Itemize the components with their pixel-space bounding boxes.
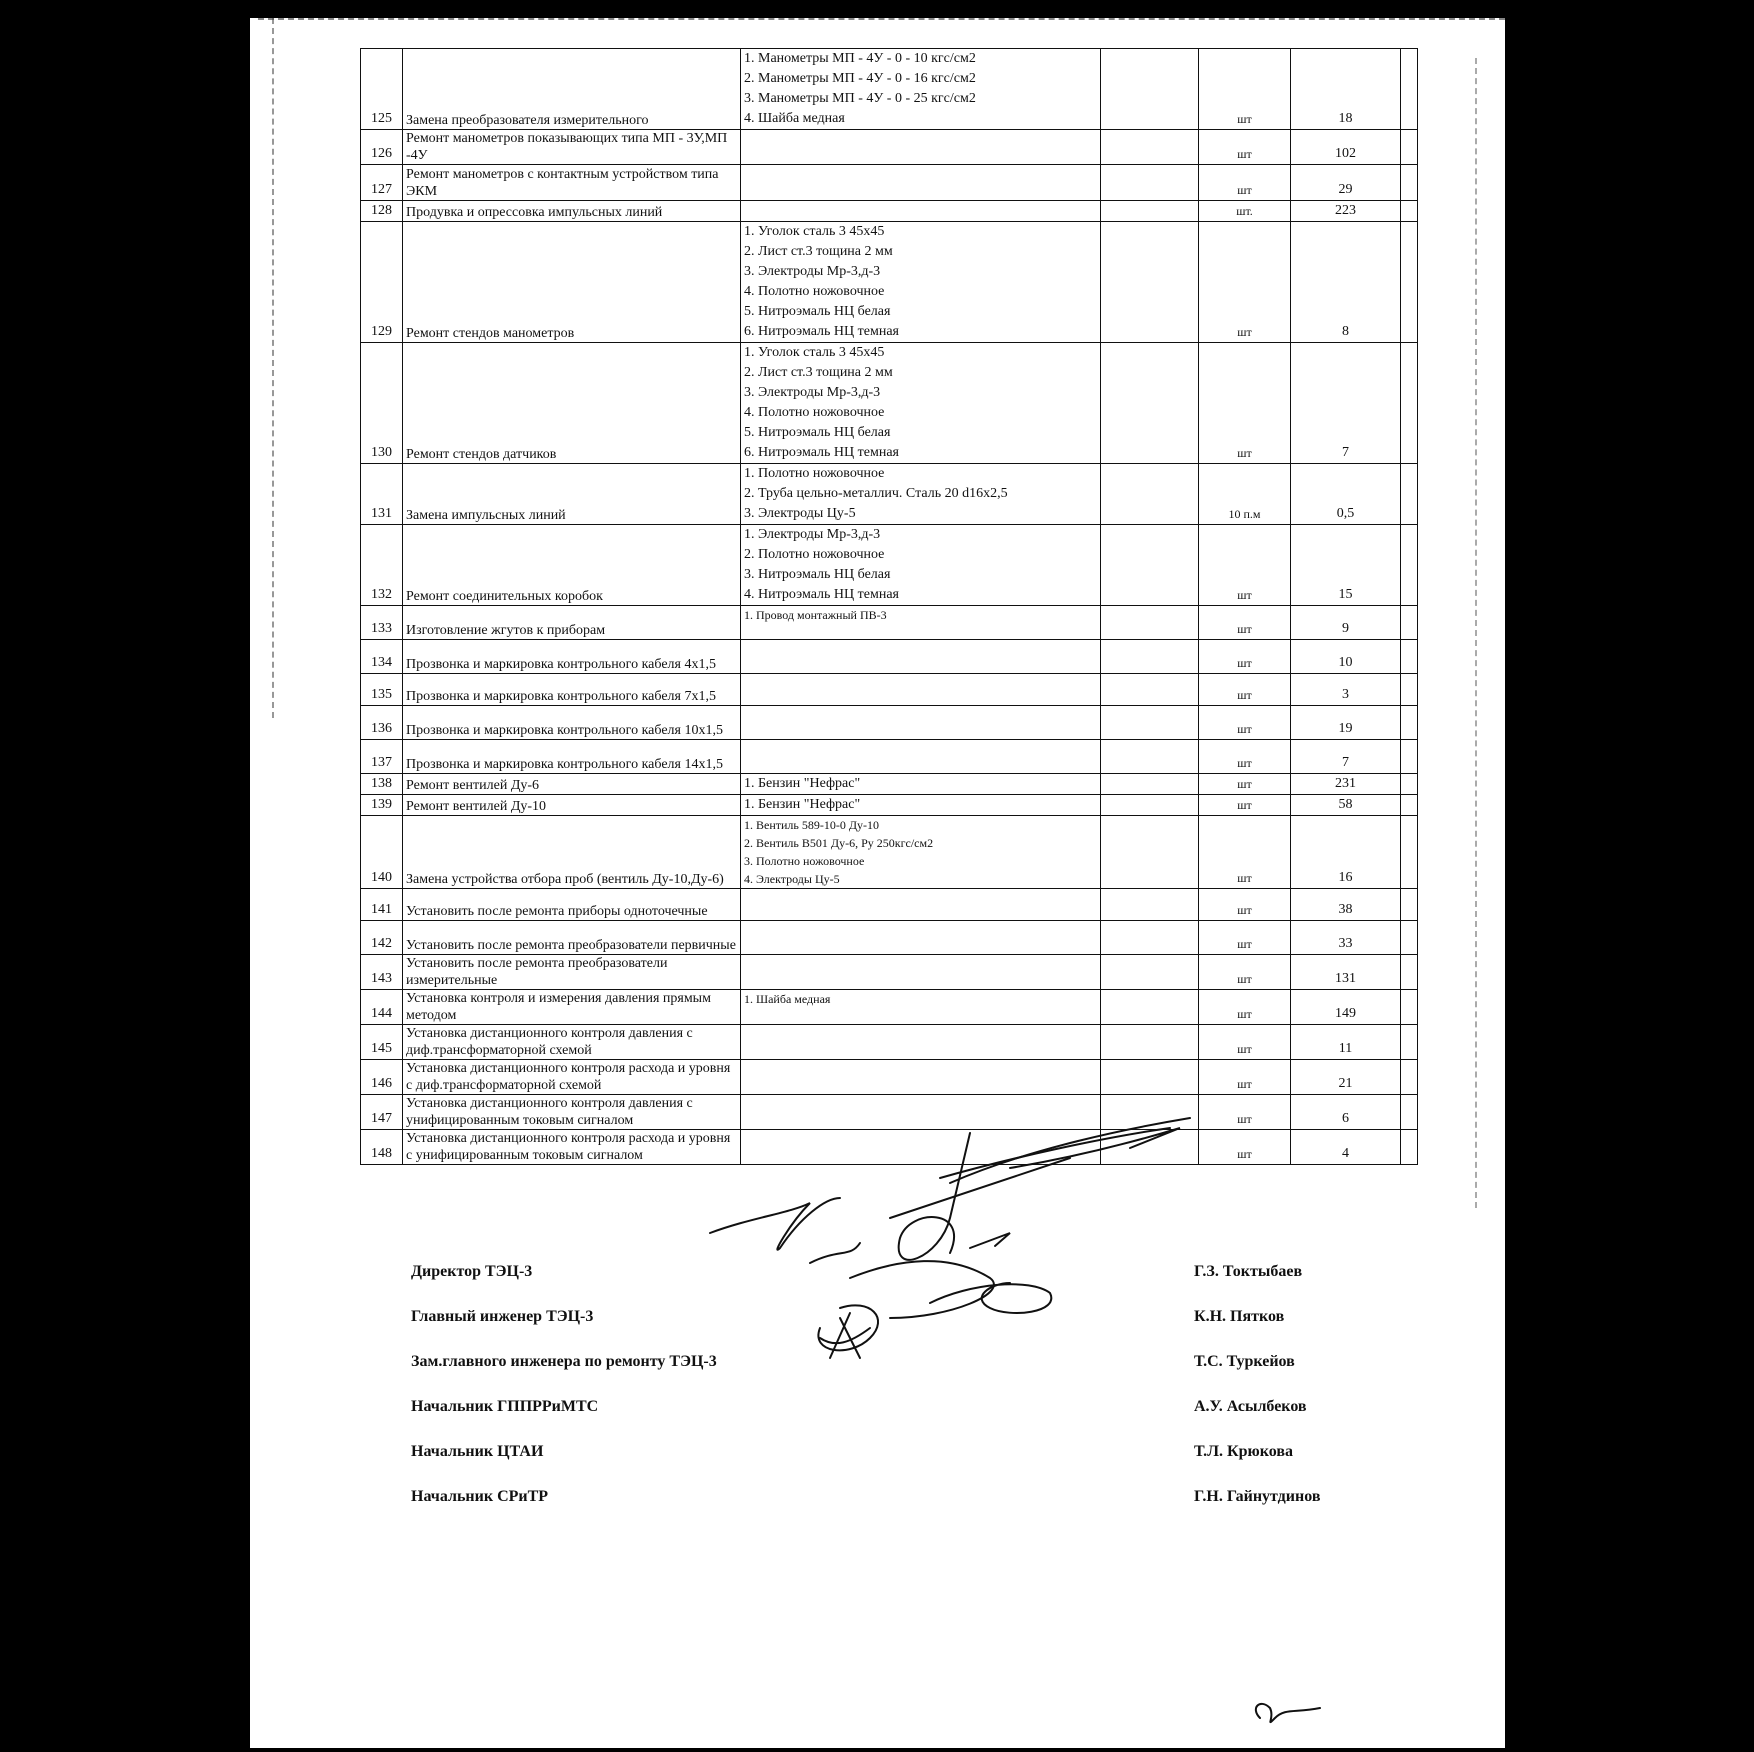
row-number: 127 <box>361 165 403 201</box>
table-row <box>361 1060 1418 1095</box>
signature-block <box>411 1263 1371 1533</box>
row-number: 139 <box>361 795 403 816</box>
work-name: Ремонт стендов манометров <box>403 222 741 343</box>
empty-cell <box>1101 343 1199 464</box>
materials-cell <box>741 201 1101 222</box>
row-number: 126 <box>361 130 403 165</box>
empty-cell <box>1101 130 1199 165</box>
signatory-position: Главный инженер ТЭЦ-3 <box>411 1308 594 1325</box>
unit-cell: шт <box>1199 921 1291 955</box>
material-item: 2. Труба цельно-металлич. Сталь 20 d16х2,5 <box>744 486 1008 501</box>
quantity-cell: 7 <box>1291 740 1401 774</box>
material-item: 4. Электроды Цу-5 <box>744 872 840 886</box>
empty-cell <box>1101 525 1199 606</box>
table-row <box>361 222 1418 343</box>
table-row <box>361 1025 1418 1060</box>
material-item: 1. Вентиль 589-10-0 Ду-10 <box>744 818 880 832</box>
materials-cell <box>741 990 1101 1025</box>
work-specification-table <box>360 48 1418 1165</box>
work-name: Установка дистанционного контроля давления с диф.трансформаторной схемой <box>403 1025 741 1060</box>
work-name: Установить после ремонта преобразователи первичные <box>403 921 741 955</box>
table-row <box>361 795 1418 816</box>
signatory-position: Начальник СРиТР <box>411 1488 549 1505</box>
work-name: Замена преобразователя измерительного <box>403 49 741 130</box>
signatory-row <box>411 1488 1371 1533</box>
quantity-cell: 0,5 <box>1291 464 1401 525</box>
row-number: 125 <box>361 49 403 130</box>
empty-cell <box>1101 990 1199 1025</box>
material-item: 2. Манометры МП - 4У - 0 - 16 кгс/см2 <box>744 71 976 86</box>
edge-cell <box>1401 816 1418 889</box>
empty-cell <box>1101 889 1199 921</box>
quantity-cell: 18 <box>1291 49 1401 130</box>
unit-cell: шт <box>1199 955 1291 990</box>
edge-cell <box>1401 889 1418 921</box>
row-number: 132 <box>361 525 403 606</box>
empty-cell <box>1101 921 1199 955</box>
unit-cell: шт <box>1199 674 1291 706</box>
material-item: 1. Манометры МП - 4У - 0 - 10 кгс/см2 <box>744 51 976 66</box>
edge-cell <box>1401 130 1418 165</box>
signatory-name: Г.З. Токтыбаев <box>1194 1263 1303 1280</box>
materials-cell <box>741 130 1101 165</box>
material-item: 1. Шайба медная <box>744 992 831 1006</box>
material-item: 3. Нитроэмаль НЦ белая <box>744 567 891 582</box>
unit-cell: шт <box>1199 525 1291 606</box>
signatory-name: Г.Н. Гайнутдинов <box>1194 1488 1321 1505</box>
document-page <box>250 18 1505 1748</box>
work-name: Установить после ремонта преобразователи измерительные <box>403 955 741 990</box>
material-item: 5. Нитроэмаль НЦ белая <box>744 425 891 440</box>
work-name: Установка дистанционного контроля расхода и уровня с унифицированным токовым сигналом <box>403 1130 741 1165</box>
edge-cell <box>1401 165 1418 201</box>
work-name: Ремонт соединительных коробок <box>403 525 741 606</box>
scan-edge-left <box>272 18 274 718</box>
unit-cell: шт <box>1199 1025 1291 1060</box>
unit-cell: шт <box>1199 706 1291 740</box>
edge-cell <box>1401 640 1418 674</box>
work-name: Ремонт вентилей Ду-6 <box>403 774 741 795</box>
work-name: Прозвонка и маркировка контрольного кабеля 10х1,5 <box>403 706 741 740</box>
table-row <box>361 889 1418 921</box>
unit-cell: шт <box>1199 130 1291 165</box>
work-name: Прозвонка и маркировка контрольного кабеля 14х1,5 <box>403 740 741 774</box>
material-item: 3. Электроды Мр-3,д-3 <box>744 264 881 279</box>
quantity-cell: 33 <box>1291 921 1401 955</box>
row-number: 130 <box>361 343 403 464</box>
table-row <box>361 1130 1418 1165</box>
work-name: Ремонт манометров показывающих типа МП - 3У,МП -4У <box>403 130 741 165</box>
quantity-cell: 223 <box>1291 201 1401 222</box>
edge-cell <box>1401 795 1418 816</box>
table-row <box>361 706 1418 740</box>
quantity-cell: 149 <box>1291 990 1401 1025</box>
edge-cell <box>1401 1095 1418 1130</box>
quantity-cell: 131 <box>1291 955 1401 990</box>
signatory-position: Начальник ЦТАИ <box>411 1443 544 1460</box>
material-item: 3. Электроды Мр-3,д-3 <box>744 385 881 400</box>
table-row <box>361 774 1418 795</box>
edge-cell <box>1401 706 1418 740</box>
quantity-cell: 4 <box>1291 1130 1401 1165</box>
row-number: 135 <box>361 674 403 706</box>
table-row <box>361 525 1418 606</box>
row-number: 143 <box>361 955 403 990</box>
row-number: 147 <box>361 1095 403 1130</box>
row-number: 131 <box>361 464 403 525</box>
quantity-cell: 3 <box>1291 674 1401 706</box>
materials-cell <box>741 525 1101 606</box>
table-row <box>361 130 1418 165</box>
materials-cell <box>741 606 1101 640</box>
unit-cell: шт <box>1199 165 1291 201</box>
empty-cell <box>1101 774 1199 795</box>
quantity-cell: 9 <box>1291 606 1401 640</box>
row-number: 141 <box>361 889 403 921</box>
edge-cell <box>1401 1130 1418 1165</box>
scan-edge-top <box>258 18 1505 20</box>
materials-cell <box>741 889 1101 921</box>
materials-cell <box>741 955 1101 990</box>
edge-cell <box>1401 990 1418 1025</box>
row-number: 148 <box>361 1130 403 1165</box>
empty-cell <box>1101 49 1199 130</box>
work-name: Установка дистанционного контроля расхода и уровня с диф.трансформаторной схемой <box>403 1060 741 1095</box>
edge-cell <box>1401 1025 1418 1060</box>
empty-cell <box>1101 740 1199 774</box>
signatory-position: Начальник ГППРРиМТС <box>411 1398 599 1415</box>
signatory-name: А.У. Асылбеков <box>1194 1398 1307 1415</box>
work-name: Прозвонка и маркировка контрольного кабеля 4х1,5 <box>403 640 741 674</box>
empty-cell <box>1101 464 1199 525</box>
table-row <box>361 165 1418 201</box>
empty-cell <box>1101 1130 1199 1165</box>
unit-cell: шт <box>1199 795 1291 816</box>
quantity-cell: 102 <box>1291 130 1401 165</box>
material-item: 1. Уголок сталь 3 45х45 <box>744 345 885 360</box>
material-item: 3. Полотно ножовочное <box>744 854 865 868</box>
material-item: 2. Лист ст.3 тощина 2 мм <box>744 365 893 380</box>
quantity-cell: 6 <box>1291 1095 1401 1130</box>
materials-cell <box>741 343 1101 464</box>
signatory-row <box>411 1443 1371 1488</box>
scan-edge-right <box>1475 58 1477 1208</box>
work-name: Ремонт вентилей Ду-10 <box>403 795 741 816</box>
materials-cell <box>741 640 1101 674</box>
edge-cell <box>1401 955 1418 990</box>
unit-cell: шт <box>1199 222 1291 343</box>
work-name: Установить после ремонта приборы одноточечные <box>403 889 741 921</box>
edge-cell <box>1401 606 1418 640</box>
work-name: Ремонт манометров с контактным устройством типа ЭКМ <box>403 165 741 201</box>
materials-cell <box>741 165 1101 201</box>
materials-cell <box>741 774 1101 795</box>
quantity-cell: 8 <box>1291 222 1401 343</box>
edge-cell <box>1401 343 1418 464</box>
empty-cell <box>1101 1025 1199 1060</box>
quantity-cell: 231 <box>1291 774 1401 795</box>
work-name: Установка дистанционного контроля давления с унифицированным токовым сигналом <box>403 1095 741 1130</box>
quantity-cell: 7 <box>1291 343 1401 464</box>
table-row <box>361 464 1418 525</box>
work-name: Продувка и опрессовка импульсных линий <box>403 201 741 222</box>
material-item: 2. Полотно ножовочное <box>744 547 885 562</box>
empty-cell <box>1101 201 1199 222</box>
material-item: 3. Манометры МП - 4У - 0 - 25 кгс/см2 <box>744 91 976 106</box>
quantity-cell: 10 <box>1291 640 1401 674</box>
row-number: 134 <box>361 640 403 674</box>
edge-cell <box>1401 774 1418 795</box>
signatory-row <box>411 1398 1371 1443</box>
materials-cell <box>741 706 1101 740</box>
signatory-row <box>411 1353 1371 1398</box>
signatory-position: Директор ТЭЦ-3 <box>411 1263 533 1280</box>
unit-cell: шт <box>1199 606 1291 640</box>
unit-cell: шт <box>1199 889 1291 921</box>
material-item: 4. Шайба медная <box>744 111 845 126</box>
quantity-cell: 11 <box>1291 1025 1401 1060</box>
signatory-row <box>411 1308 1371 1353</box>
row-number: 137 <box>361 740 403 774</box>
unit-cell: шт <box>1199 49 1291 130</box>
materials-cell <box>741 816 1101 889</box>
quantity-cell: 58 <box>1291 795 1401 816</box>
work-name: Установка контроля и измерения давления прямым методом <box>403 990 741 1025</box>
material-item: 2. Вентиль В501 Ду-6, Ру 250кгс/см2 <box>744 836 934 850</box>
work-name: Изготовление жгутов к приборам <box>403 606 741 640</box>
material-item: 6. Нитроэмаль НЦ темная <box>744 445 899 460</box>
materials-cell <box>741 464 1101 525</box>
row-number: 128 <box>361 201 403 222</box>
material-item: 5. Нитроэмаль НЦ белая <box>744 304 891 319</box>
unit-cell: шт. <box>1199 201 1291 222</box>
table-row <box>361 640 1418 674</box>
table-row <box>361 606 1418 640</box>
materials-cell <box>741 1095 1101 1130</box>
empty-cell <box>1101 1060 1199 1095</box>
signatory-name: Т.Л. Крюкова <box>1194 1443 1293 1460</box>
edge-cell <box>1401 740 1418 774</box>
materials-cell <box>741 222 1101 343</box>
quantity-cell: 16 <box>1291 816 1401 889</box>
row-number: 146 <box>361 1060 403 1095</box>
empty-cell <box>1101 165 1199 201</box>
table-row <box>361 674 1418 706</box>
signatory-position: Зам.главного инженера по ремонту ТЭЦ-3 <box>411 1353 717 1370</box>
materials-cell <box>741 1025 1101 1060</box>
edge-cell <box>1401 222 1418 343</box>
edge-cell <box>1401 674 1418 706</box>
table-row <box>361 1095 1418 1130</box>
row-number: 142 <box>361 921 403 955</box>
table-row <box>361 955 1418 990</box>
materials-cell <box>741 49 1101 130</box>
unit-cell: шт <box>1199 740 1291 774</box>
materials-cell <box>741 921 1101 955</box>
unit-cell: шт <box>1199 1130 1291 1165</box>
empty-cell <box>1101 795 1199 816</box>
unit-cell: 10 п.м <box>1199 464 1291 525</box>
unit-cell: шт <box>1199 1095 1291 1130</box>
edge-cell <box>1401 1060 1418 1095</box>
material-item: 4. Полотно ножовочное <box>744 284 885 299</box>
material-item: 1. Бензин "Нефрас" <box>744 776 861 791</box>
quantity-cell: 29 <box>1291 165 1401 201</box>
row-number: 138 <box>361 774 403 795</box>
table-row <box>361 49 1418 130</box>
table-row <box>361 343 1418 464</box>
unit-cell: шт <box>1199 343 1291 464</box>
table-row <box>361 201 1418 222</box>
signatory-name: К.Н. Пятков <box>1194 1308 1285 1325</box>
material-item: 1. Бензин "Нефрас" <box>744 797 861 812</box>
table-row <box>361 816 1418 889</box>
edge-cell <box>1401 464 1418 525</box>
material-item: 2. Лист ст.3 тощина 2 мм <box>744 244 893 259</box>
signatory-name: Т.С. Туркейов <box>1194 1353 1295 1370</box>
empty-cell <box>1101 816 1199 889</box>
table-row <box>361 921 1418 955</box>
work-name: Замена устройства отбора проб (вентиль Ду-10,Ду-6) <box>403 816 741 889</box>
row-number: 136 <box>361 706 403 740</box>
empty-cell <box>1101 640 1199 674</box>
empty-cell <box>1101 606 1199 640</box>
empty-cell <box>1101 706 1199 740</box>
material-item: 4. Полотно ножовочное <box>744 405 885 420</box>
signatory-row <box>411 1263 1371 1308</box>
quantity-cell: 21 <box>1291 1060 1401 1095</box>
edge-cell <box>1401 201 1418 222</box>
table-row <box>361 990 1418 1025</box>
work-name: Замена импульсных линий <box>403 464 741 525</box>
quantity-cell: 38 <box>1291 889 1401 921</box>
materials-cell <box>741 740 1101 774</box>
materials-cell <box>741 1060 1101 1095</box>
empty-cell <box>1101 1095 1199 1130</box>
work-name: Прозвонка и маркировка контрольного кабеля 7х1,5 <box>403 674 741 706</box>
empty-cell <box>1101 222 1199 343</box>
row-number: 140 <box>361 816 403 889</box>
material-item: 1. Провод монтажный ПВ-3 <box>744 608 887 622</box>
materials-cell <box>741 674 1101 706</box>
row-number: 145 <box>361 1025 403 1060</box>
material-item: 1. Уголок сталь 3 45х45 <box>744 224 885 239</box>
material-item: 6. Нитроэмаль НЦ темная <box>744 324 899 339</box>
material-item: 3. Электроды Цу-5 <box>744 506 856 521</box>
unit-cell: шт <box>1199 1060 1291 1095</box>
edge-cell <box>1401 525 1418 606</box>
unit-cell: шт <box>1199 816 1291 889</box>
edge-cell <box>1401 49 1418 130</box>
material-item: 4. Нитроэмаль НЦ темная <box>744 587 899 602</box>
quantity-cell: 15 <box>1291 525 1401 606</box>
material-item: 1. Электроды Мр-3,д-3 <box>744 527 881 542</box>
edge-cell <box>1401 921 1418 955</box>
unit-cell: шт <box>1199 774 1291 795</box>
row-number: 133 <box>361 606 403 640</box>
materials-cell <box>741 1130 1101 1165</box>
materials-cell <box>741 795 1101 816</box>
empty-cell <box>1101 674 1199 706</box>
row-number: 129 <box>361 222 403 343</box>
table-row <box>361 740 1418 774</box>
work-name: Ремонт стендов датчиков <box>403 343 741 464</box>
quantity-cell: 19 <box>1291 706 1401 740</box>
material-item: 1. Полотно ножовочное <box>744 466 885 481</box>
unit-cell: шт <box>1199 640 1291 674</box>
empty-cell <box>1101 955 1199 990</box>
row-number: 144 <box>361 990 403 1025</box>
unit-cell: шт <box>1199 990 1291 1025</box>
